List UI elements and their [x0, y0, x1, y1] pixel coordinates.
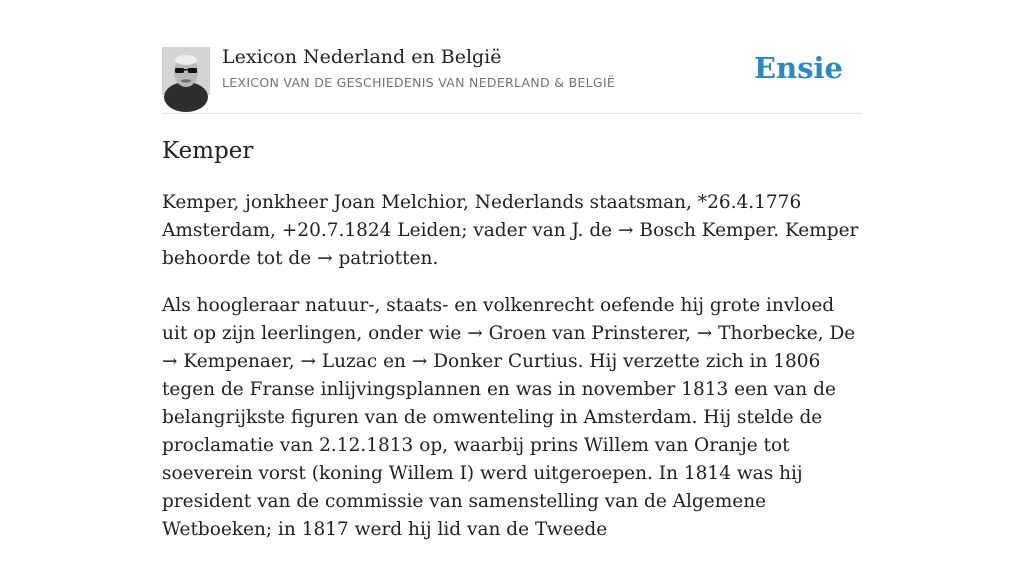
paragraph-text: , — [817, 323, 830, 344]
paragraph-text: . — [432, 248, 439, 269]
link-de-kempenaer[interactable]: De → Kempenaer — [162, 323, 856, 372]
author-avatar[interactable] — [162, 47, 210, 95]
site-title[interactable]: Lexicon Nederland en België — [222, 46, 502, 68]
link-bosch-kemper[interactable]: → Bosch Kemper — [618, 220, 774, 241]
site-header — [162, 0, 862, 114]
paragraph-text: , — [685, 323, 697, 344]
link-thorbecke[interactable]: → Thorbecke — [696, 323, 818, 344]
paragraph-text: Als hoogleraar natuur-, staats- en volkenrecht oefende hij grote invloed uit op zijn leerlingen, onder wie — [162, 295, 835, 344]
paragraph-text: . Kemper behoorde tot de — [162, 220, 859, 269]
link-luzac[interactable]: → Luzac — [300, 351, 378, 372]
link-donker-curtius[interactable]: → Donker Curtius — [411, 351, 578, 372]
content-container — [162, 0, 862, 540]
entry-paragraph-2 — [162, 292, 862, 544]
paragraph-text: . Hij verzette zich in 1806 tegen de Franse inlijvingsplannen en was in november 1813 een van de belangrijkste figuren van de omwenteling in Amsterdam. Hij stelde de proclamatie van 2.12.1813 op, waarbij prins Willem van Oranje tot soeverein vorst (koning Willem I) werd uitgeroepen. In 1814 was hij president van de commissie van samenstelling van de Algemene Wetboeken; in 1817 werd hij lid van de Tweede — [162, 351, 836, 540]
entry-title: Kemper — [162, 138, 254, 164]
paragraph-text: Kemper, jonkheer Joan Melchior, Nederlands staatsman, *26.4.1776 Amsterdam, +20.7.1824 Leiden; vader van J. de — [162, 192, 802, 241]
link-groen-van-prinsterer[interactable]: → Groen van Prinsterer — [467, 323, 685, 344]
paragraph-text: en — [377, 351, 412, 372]
entry-paragraph-1 — [162, 189, 862, 273]
avatar-portrait-icon — [162, 47, 210, 95]
entry-body — [162, 189, 862, 563]
paragraph-text: , — [288, 351, 301, 372]
link-patriotten[interactable]: → patriotten — [317, 248, 433, 269]
site-subtitle: LEXICON VAN DE GESCHIEDENIS VAN NEDERLAND & BELGIË — [222, 75, 616, 90]
ensie-logo-link[interactable]: Ensie — [754, 51, 843, 85]
